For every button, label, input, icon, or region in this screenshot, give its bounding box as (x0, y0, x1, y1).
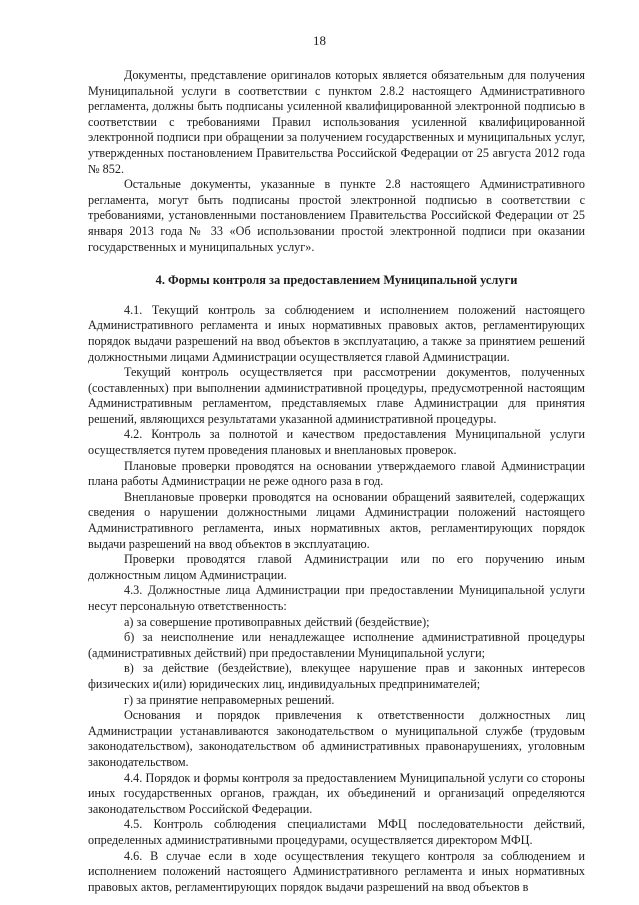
paragraph-electronic-signature-qualified: Документы, представление оригиналов которых является обязательным для получения Муниципальной услуги в соответствии с пунктом 2.8.2 настоящего Административного регламента, должны быть подписаны усиленной квалифицированной электронной подписью в соответствии с требованиями Правил использования усиленной квалифицированной электронной подписи при обращении за получением государственных и муниципальных услуг, утвержденных постановлением Правительства Российской Федерации от 25 августа 2012 года № 852. (88, 68, 585, 176)
paragraph-unplanned-checks: Внеплановые проверки проводятся на основании обращений заявителей, содержащих сведения о нарушении должностными лицами Администрации положений настоящего Административного регламента, иных нормативных актов, регламентирующих порядок выдачи разрешений на ввод объектов в эксплуатацию. (88, 489, 585, 551)
section-heading: 4. Формы контроля за предоставлением Муниципальной услуги (155, 273, 518, 288)
list-item-g: г) за принятие неправомерных решений. (124, 692, 335, 707)
paragraph-4-5: 4.5. Контроль соблюдения специалистами МФЦ последовательности действий, определенных административными процедурами, осуществляется директором МФЦ. (88, 817, 585, 847)
paragraph-4-4: 4.4. Порядок и формы контроля за предоставлением Муниципальной услуги со стороны иных государственных органов, граждан, их объединений и организаций определяются законодательством Российской Федерации. (88, 770, 585, 816)
list-item-a: а) за совершение противоправных действий (бездействие); (124, 614, 430, 629)
paragraph-current-control: Текущий контроль осуществляется при рассмотрении документов, полученных (составленных) при выполнении административной процедуры, предусмотренной настоящим Административным регламентом, представляемых главе Администрации для принятия решений, являющихся результатами указанной административной процедуры. (88, 365, 585, 426)
list-item-b: б) за неисполнение или ненадлежащее исполнение административной процедуры (административных действий) при предоставлении Муниципальной услуги; (88, 630, 585, 660)
paragraph-checks-conducted: Проверки проводятся главой Администрации или по его поручению иным должностным лицом Администрации. (88, 552, 585, 582)
paragraph-4-1: 4.1. Текущий контроль за соблюдением и исполнением положений настоящего Административного регламента и иных нормативных правовых актов, регламентирующих порядок выдачи разрешений на ввод объектов в эксплуатацию, а также за принятием решений должностными лицами Администрации осуществляется главой Администрации. (88, 302, 585, 364)
paragraph-planned-checks: Плановые проверки проводятся на основании утверждаемого главой Администрации плана работы Администрации не реже одного раза в год. (88, 458, 585, 489)
paragraph-liability-grounds: Основания и порядок привлечения к ответственности должностных лиц Администрации устанавливаются законодательством о муниципальной службе (трудовым законодательством), законодательством об административных правонарушениях, уголовным законодательством. (88, 708, 585, 769)
paragraph-electronic-signature-simple: Остальные документы, указанные в пункте 2.8 настоящего Административного регламента, могут быть подписаны простой электронной подписью в соответствии с требованиями, установленными постановлением Правительства Российской Федерации от 25 января 2013 года № 33 «Об использовании простой электронной подписи при оказании государственных и муниципальных услуг». (88, 177, 585, 254)
paragraph-4-6: 4.6. В случае если в ходе осуществления текущего контроля за соблюдением и исполнением положений настоящего Административного регламента и иных нормативных правовых актов, регламентирующих порядок выдачи разрешений на ввод объектов в (88, 848, 585, 894)
paragraph-4-3: 4.3. Должностные лица Администрации при предоставлении Муниципальной услуги несут персональную ответственность: (88, 583, 585, 613)
list-item-v: в) за действие (бездействие), влекущее нарушение прав и законных интересов физических и(или) юридических лиц, индивидуальных предпринимателей; (88, 661, 585, 691)
page-number: 18 (313, 33, 326, 48)
document-body (88, 68, 585, 895)
paragraph-4-2: 4.2. Контроль за полнотой и качеством предоставления Муниципальной услуги осуществляется путем проведения плановых и внеплановых проверок. (88, 427, 585, 458)
